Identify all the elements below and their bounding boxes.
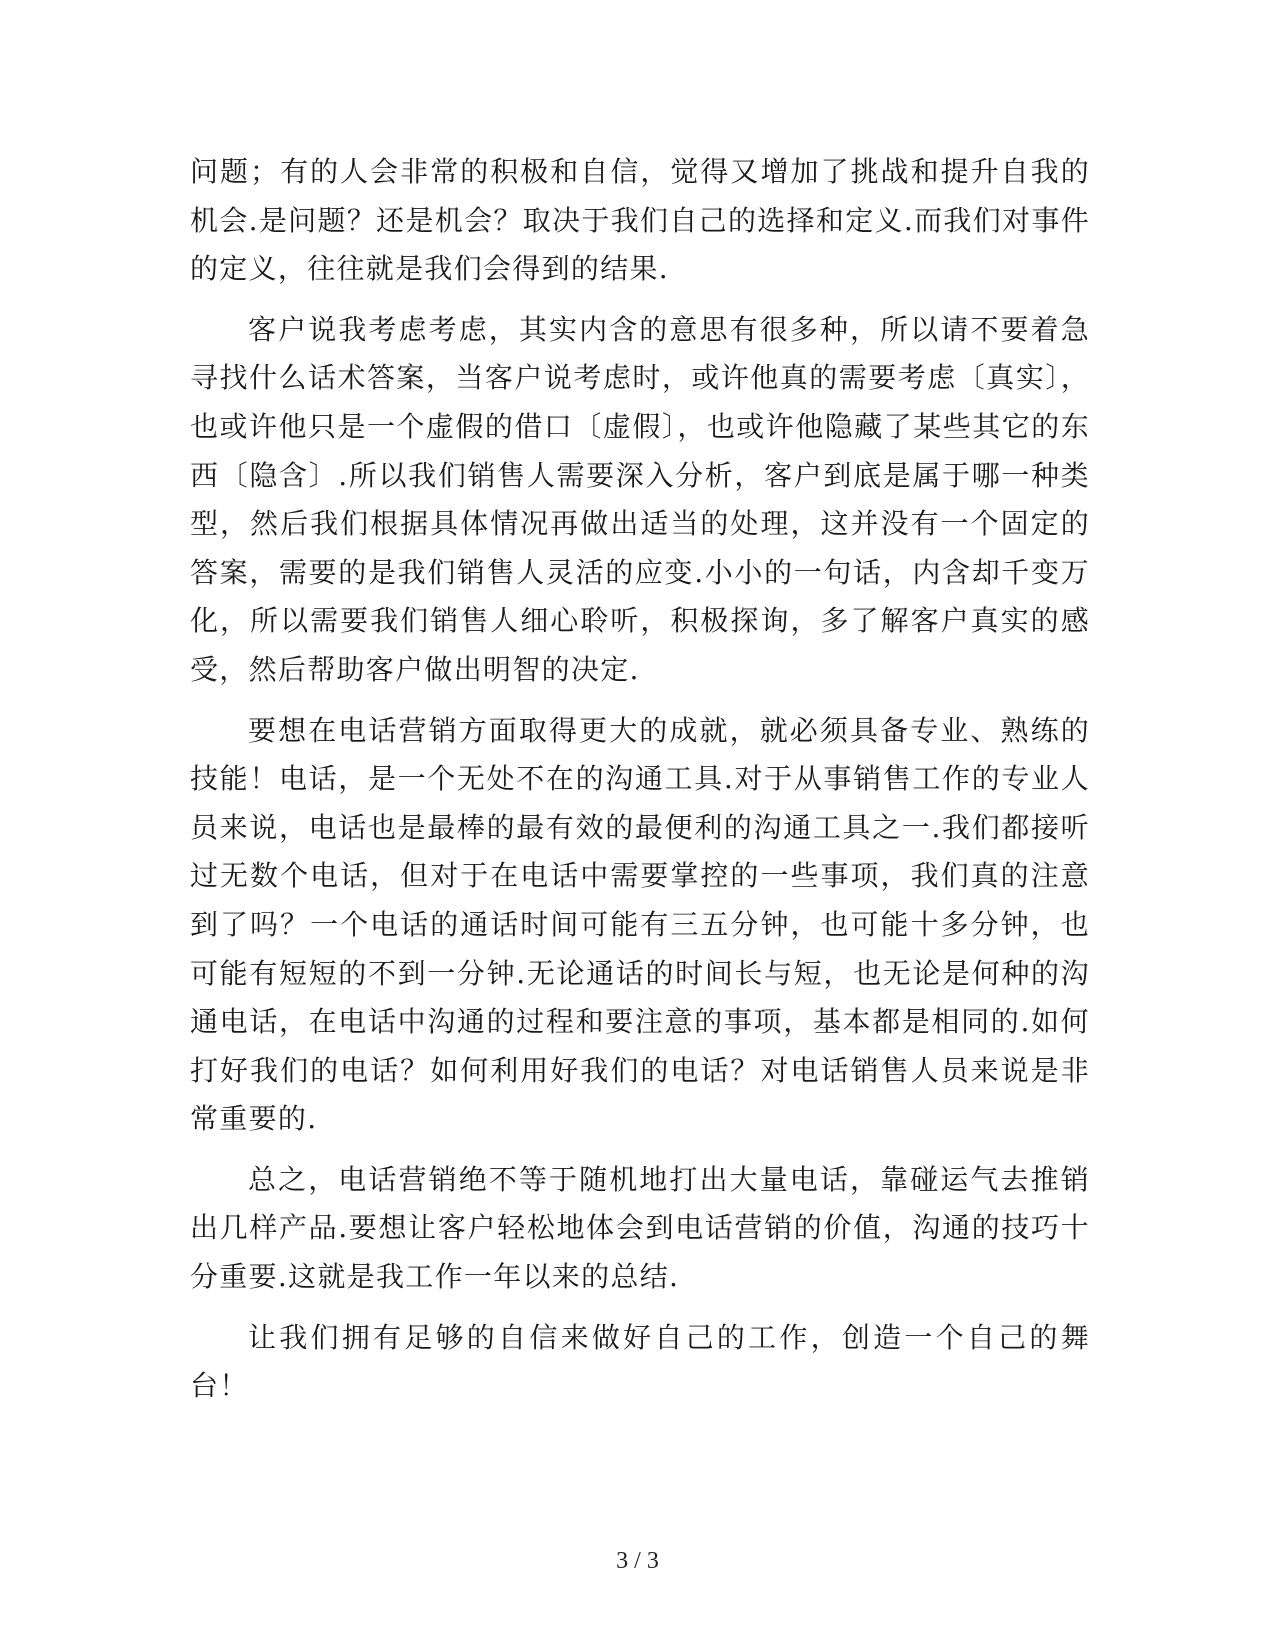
page-number: 3 / 3	[616, 1548, 659, 1574]
paragraph-4: 总之，电话营销绝不等于随机地打出大量电话，靠碰运气去推销出几样产品.要想让客户轻松地体会到电话营销的价值，沟通的技巧十分重要.这就是我工作一年以来的总结.	[190, 1162, 1090, 1294]
paragraph-2: 客户说我考虑考虑，其实内含的意思有很多种，所以请不要着急寻找什么话术答案，当客户说考虑时，或许他真的需要考虑〔真实〕，也或许他只是一个虚假的借口〔虚假〕，也或许他隐藏了某些其它的东西〔隐含〕.所以我们销售人需要深入分析，客户到底是属于哪一种类型，然后我们根据具体情况再做出适当的处理，这并没有一个固定的答案，需要的是我们销售人灵活的应变.小小的一句话，内含却千变万化，所以需要我们销售人细心聆听，积极探询，多了解客户真实的感受，然后帮助客户做出明智的决定.	[190, 312, 1090, 686]
paragraph-1: 问题；有的人会非常的积极和自信，觉得又增加了挑战和提升自我的机会.是问题？还是机会？取决于我们自己的选择和定义.而我们对事件的定义，往往就是我们会得到的结果.	[190, 155, 1090, 286]
paragraph-5: 让我们拥有足够的自信来做好自己的工作，创造一个自己的舞台！	[190, 1320, 1090, 1403]
paragraph-3: 要想在电话营销方面取得更大的成就，就必须具备专业、熟练的技能！电话，是一个无处不在的沟通工具.对于从事销售工作的专业人员来说，电话也是最棒的最有效的最便利的沟通工具之一.我们都接听过无数个电话，但对于在电话中需要掌控的一些事项，我们真的注意到了吗？一个电话的通话时间可能有三五分钟，也可能十多分钟，也可能有短短的不到一分钟.无论通话的时间长与短，也无论是何种的沟通电话，在电话中沟通的过程和要注意的事项，基本都是相同的.如何打好我们的电话？如何利用好我们的电话？对电话销售人员来说是非常重要的.	[190, 713, 1090, 1136]
document-body	[190, 148, 1090, 1411]
